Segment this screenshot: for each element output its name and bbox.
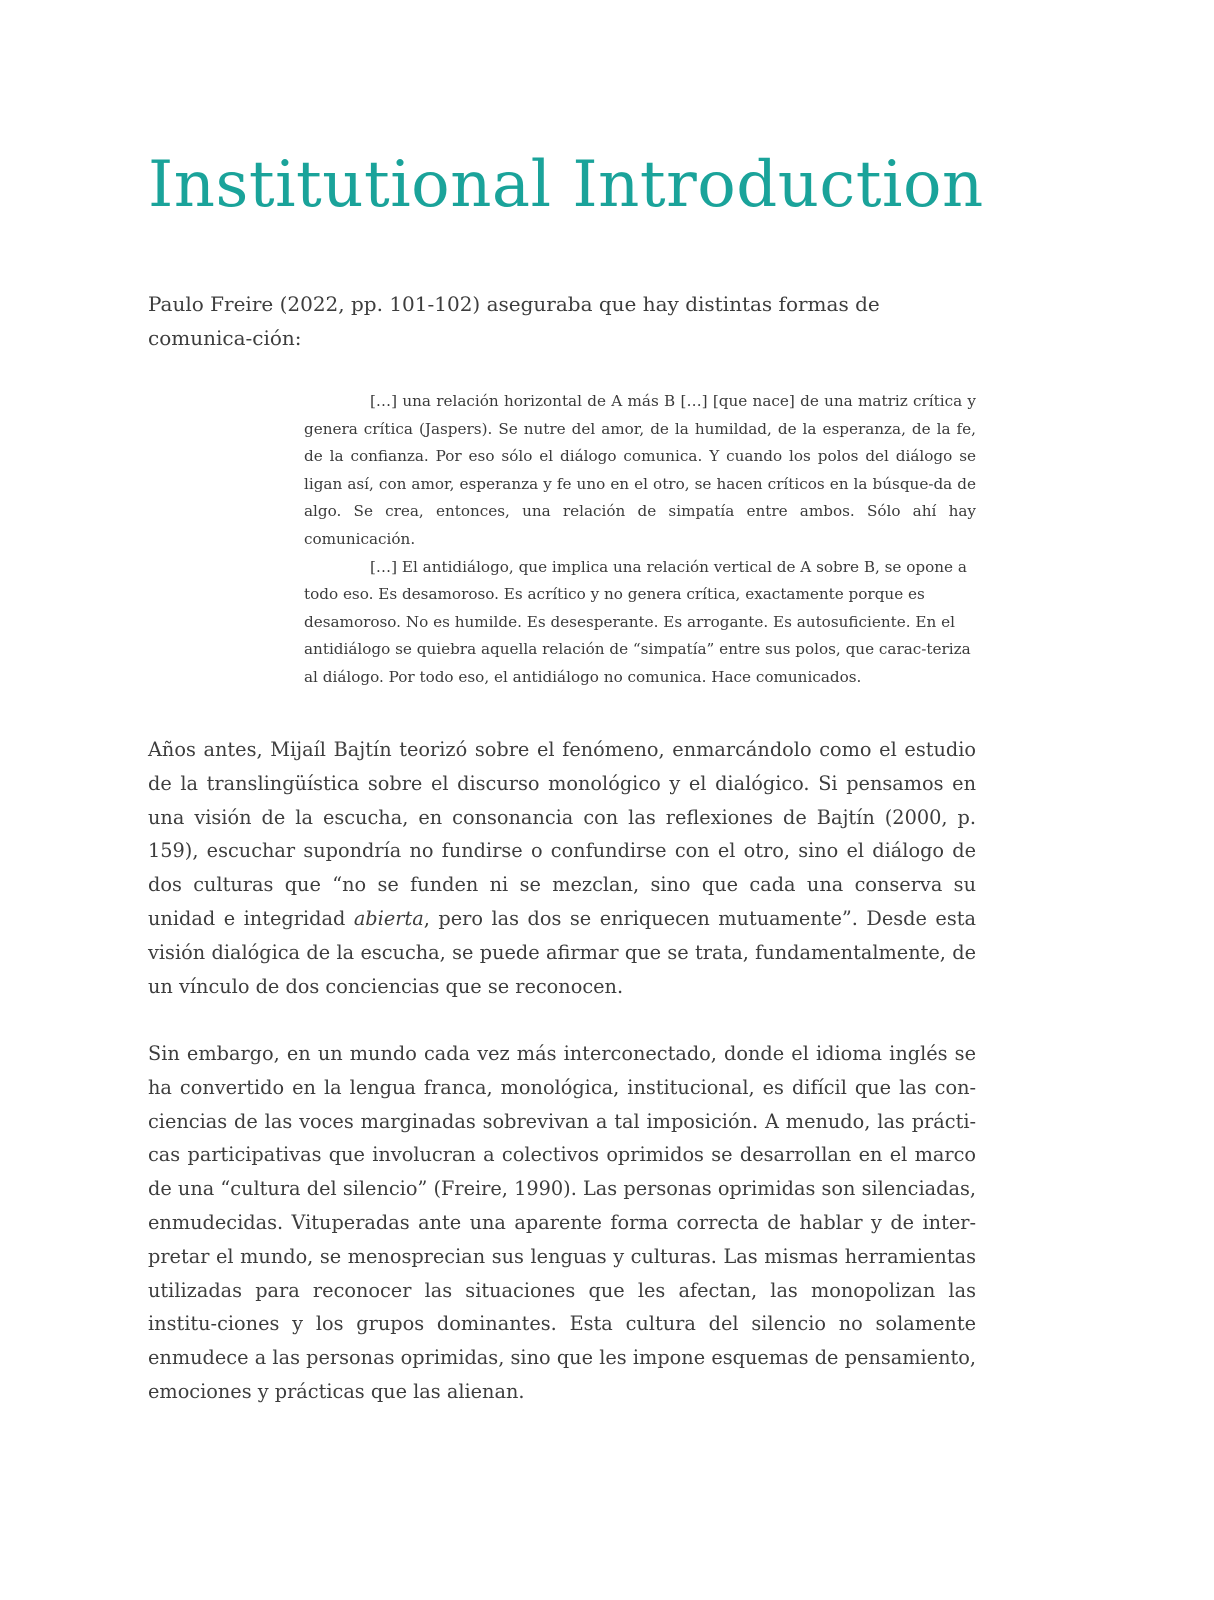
quote-paragraph-1: […] una relación horizontal de A más B […] [que nace] de una matriz crítica y genera crítica (Jaspers). Se nutre del amor, de la humildad, de la esperanza, de la fe, de la confianza. Por eso sólo el diálogo comunica. Y cuando los polos del diálogo se ligan así, con amor, esperanza y fe uno en el otro, se hacen críticos en la búsque-da de algo. Se crea, entonces, una relación de simpatía entre ambos. Sólo ahí hay comunicación.	[304, 392, 976, 548]
body-paragraph-1-text-b: , pero las dos se enriquecen mutuamente”. Desde esta visión dialógica de la escucha, se puede afirmar que se trata, fundamentalmente, de un vínculo de dos conciencias que se reconocen.	[148, 906, 976, 998]
body-paragraph-1	[148, 733, 976, 1003]
quote-paragraph-2: […] El antidiálogo, que implica una relación vertical de A sobre B, se opone a todo eso. Es desamoroso. Es acrítico y no genera crítica, exactamente porque es desamoroso. No es humilde. Es desesperante. Es arrogante. Es autosuficiente. En el antidiálogo se quiebra aquella relación de “simpatía” entre sus polos, que carac-teriza al diálogo. Por todo eso, el antidiálogo no comunica. Hace comunicados.	[304, 557, 971, 686]
intro-paragraph: Paulo Freire (2022, pp. 101-102) aseguraba que hay distintas formas de comunica-ción:	[148, 292, 880, 350]
body-paragraph-2: Sin embargo, en un mundo cada vez más interconectado, donde el idioma inglés se ha convertido en la lengua franca, monológica, institucional, es difícil que las con-ciencias de las voces marginadas sobrevivan a tal imposición. A menudo, las prácti-cas participativas que involucran a colectivos oprimidos se desarrollan en el marco de una “cultura del silencio” (Freire, 1990). Las personas oprimidas son silenciadas, enmudecidas. Vituperadas ante una aparente forma correcta de hablar y de inter-pretar el mundo, se menosprecian sus lenguas y culturas. Las mismas herramientas utilizadas para reconocer las situaciones que les afectan, las monopolizan las institu-ciones y los grupos dominantes. Esta cultura del silencio no solamente enmudece a las personas oprimidas, sino que les impone esquemas de pensamiento, emociones y prácticas que las alienan.	[148, 1042, 976, 1403]
block-quote	[304, 388, 976, 692]
page-title: Institutional Introduction	[148, 148, 984, 222]
body-paragraph-1-text-a: Años antes, Mijaíl Bajtín teorizó sobre el fenómeno, enmarcándolo como el estudio de la translingüística sobre el discurso monológico y el dialógico. Si pensamos en una visión de la escucha, en consonancia con las reflexiones de Bajtín (2000, p. 159), escuchar supondría no fundirse o confundirse con el otro, sino el diálogo de dos culturas que “no se funden ni se mezclan, sino que cada una conserva su unidad e integridad	[148, 738, 976, 930]
body-paragraph-1-italic: abierta	[353, 906, 424, 930]
